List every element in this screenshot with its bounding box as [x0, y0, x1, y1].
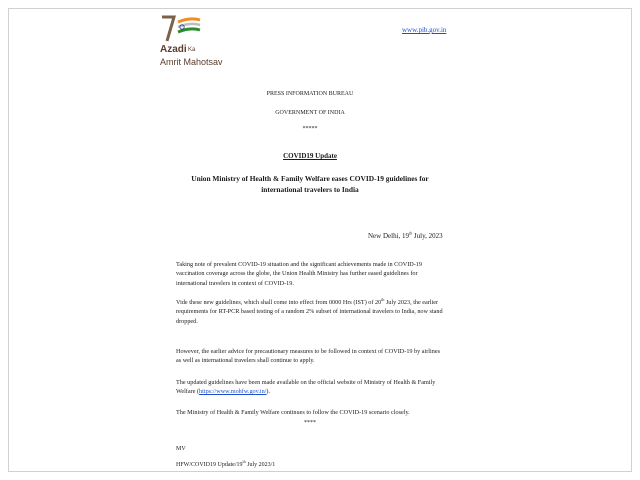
paragraph-2-text: Vide these new guidelines, which shall come into effect from 0000 Hrs (IST) of 20	[176, 299, 382, 306]
paragraph-1: Taking note of prevalent COVID-19 situation and the significant achievements made in COVID-19 vaccination coverage across the globe, the Union Health Ministry has further eased guidelines for international travelers in context of COVID-19.	[176, 261, 422, 287]
government-heading: GOVERNMENT OF INDIA	[275, 110, 345, 116]
reference-text: HFW/COVID19 Update/19	[176, 462, 243, 468]
logo-text-azadi: Azadi	[160, 44, 187, 55]
author-initials: MV	[176, 446, 186, 452]
paragraph-4-text-end: ).	[266, 388, 271, 396]
mohfw-website-link[interactable]: https://www.mohfw.gov.in/	[199, 388, 267, 396]
separator-stars: *****	[302, 126, 318, 132]
paragraph-2-text-end: July 2023, the earlier requirements for RT-PCR based testing of a random 2% subset of international travelers to India, now stand dropped.	[176, 299, 443, 325]
release-date	[368, 232, 443, 240]
seventy-five-emblem-icon	[160, 14, 240, 46]
paragraph-4-text: The updated guidelines have been made available on the official website of Ministry of Health & Family Welfare (	[176, 379, 436, 396]
reference-suffix: th	[242, 459, 246, 464]
date-text-end: July, 2023	[412, 232, 443, 240]
bureau-heading: PRESS INFORMATION BUREAU	[266, 91, 354, 97]
pib-website-link[interactable]: www.pib.gov.in	[402, 26, 447, 34]
release-subtitle-line1: Union Ministry of Health & Family Welfare eases COVID-19 guidelines for	[191, 174, 429, 183]
logo-text-ka: Ka	[188, 47, 196, 53]
paragraph-4	[176, 378, 446, 397]
paragraph-2-suffix: th	[381, 296, 385, 302]
azadi-ka-amrit-mahotsav-logo	[160, 14, 240, 74]
page-border	[8, 8, 632, 472]
paragraph-3: However, the earlier advice for precautionary measures to be followed in context of COVID-19 by airlines as well as international travelers shall continue to apply.	[176, 348, 440, 365]
paragraph-2	[176, 298, 446, 326]
reference-number	[176, 459, 276, 468]
release-subtitle-line2: international travelers to India	[261, 185, 359, 194]
paragraph-5: The Ministry of Health & Family Welfare continues to follow the COVID-19 scenario closely.	[176, 409, 410, 416]
closing-stars: ****	[304, 420, 316, 426]
date-suffix: th	[409, 230, 413, 236]
logo-text-amrit-mahotsav: Amrit Mahotsav	[160, 57, 223, 67]
release-title: COVID19 Update	[283, 152, 337, 160]
date-text: New Delhi, 19	[368, 232, 410, 240]
reference-text-end: July 2023/1	[245, 462, 276, 468]
